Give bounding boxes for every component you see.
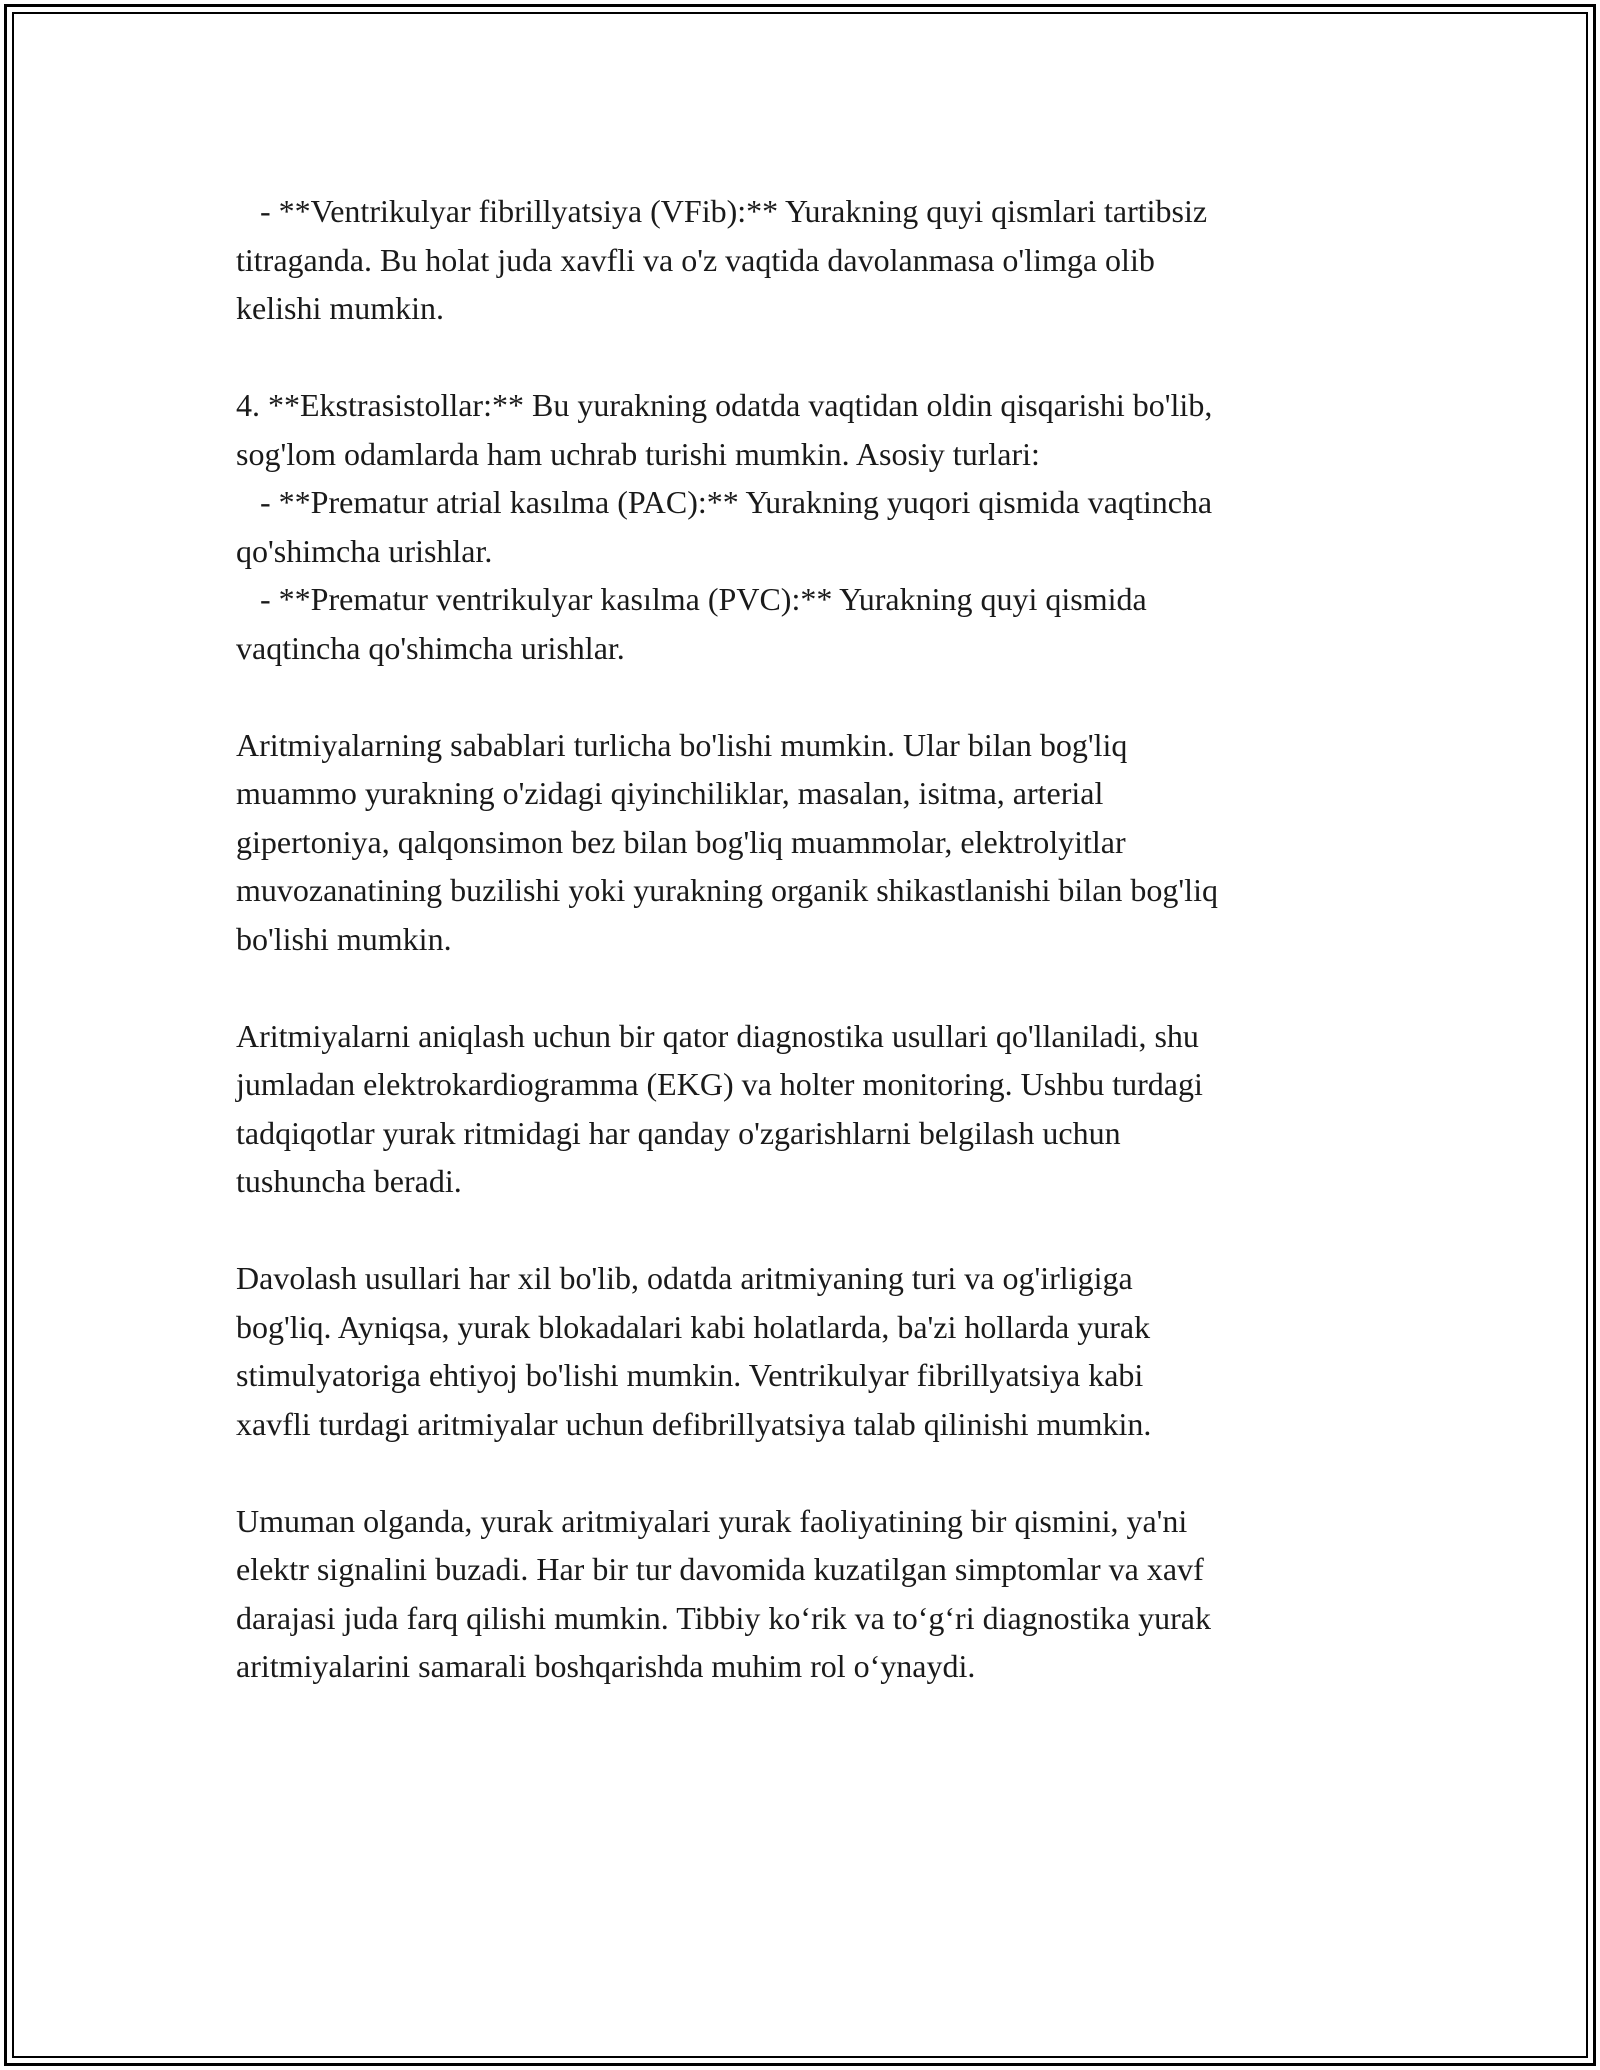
paragraph-sabablari: Aritmiyalarning sabablari turlicha bo'lishi mumkin. Ular bilan bog'liq muammo yurakning o'zidagi qiyinchiliklar, masalan, isitma, arterial gipertoniya, qalqonsimon bez bilan bog'liq muammolar, elektrolyitlar muvozanatining buzilishi yoki yurakning organik shikastlanishi bilan bog'liq bo'lishi mumkin. <box>236 726 1218 957</box>
paragraph-xulosa: Umuman olganda, yurak aritmiyalari yurak faoliyatining bir qismini, ya'ni elektr signalini buzadi. Har bir tur davomida kuzatilgan simptomlar va xavf darajasi juda farq qilishi mumkin. Tibbiy ko‘rik va to‘g‘ri diagnostika yurak aritmiyalarini samarali boshqarishda muhim rol o‘ynaydi. <box>236 1502 1211 1684</box>
paragraph-ekstrasistollar: 4. **Ekstrasistollar:** Bu yurakning odatda vaqtidan oldin qisqarishi bo'lib, sog'lom odamlarda ham uchrab turishi mumkin. Asosiy turlari: - **Prematur atrial kasılma (PAC):** Yurakning yuqori qismida vaqtincha qo'shimcha urishlar. - **Prematur ventrikulyar kasılma (PVC):** Yurakning quyi qismida vaqtincha qo'shimcha urishlar. <box>236 387 1213 666</box>
document-body <box>236 187 1366 1691</box>
paragraph-diagnostika: Aritmiyalarni aniqlash uchun bir qator diagnostika usullari qo'llaniladi, shu jumladan elektrokardiogramma (EKG) va holter monitoring. Ushbu turdagi tadqiqotlar yurak ritmidagi har qanday o'zgarishlarni belgilash uchun tushuncha beradi. <box>236 1017 1203 1199</box>
paragraph-vfib: - **Ventrikulyar fibrillyatsiya (VFib):** Yurakning quyi qismlari tartibsiz titraganda. Bu holat juda xavfli va o'z vaqtida davolanmasa o'limga olib kelishi mumkin. <box>236 193 1208 326</box>
paragraph-davolash: Davolash usullari har xil bo'lib, odatda aritmiyaning turi va og'irligiga bog'liq. Ayniqsa, yurak blokadalari kabi holatlarda, ba'zi hollarda yurak stimulyatoriga ehtiyoj bo'lishi mumkin. Ventrikulyar fibrillyatsiya kabi xavfli turdagi aritmiyalar uchun defibrillyatsiya talab qilinishi mumkin. <box>236 1260 1152 1442</box>
